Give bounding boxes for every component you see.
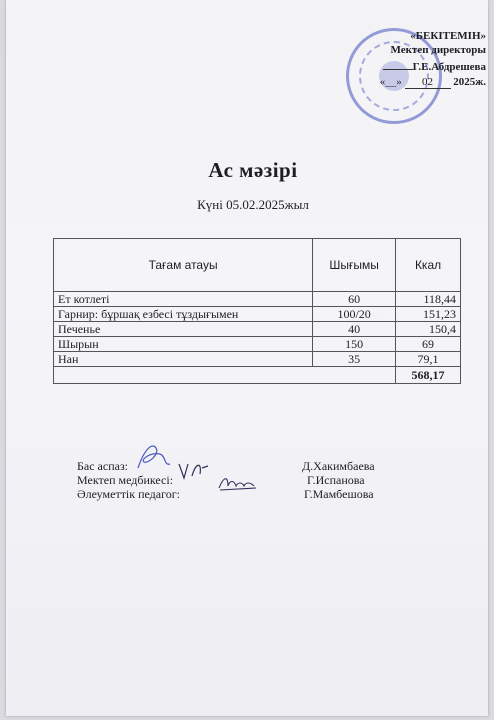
table-row [54,307,461,322]
nurse-handwritten-signature [176,458,212,484]
dish-yield: 150 [313,337,396,352]
signature-role: Бас аспаз: [77,459,129,473]
page-title: Ас мәзірі [208,158,298,182]
dish-name: Шырын [54,337,313,352]
dish-name: Печенье [54,322,313,337]
dish-kcal: 150,4 [396,322,461,337]
table-row [54,337,461,352]
approval-date-line: «__» 02 2025ж. [379,76,486,88]
dish-kcal: 69 [396,337,461,352]
document-page [6,0,488,716]
total-spacer [54,367,396,384]
dish-kcal: 151,23 [396,307,461,322]
dish-kcal: 79,1 [396,352,461,367]
col-header-kcal: Ккал [396,239,461,292]
total-kcal: 568,17 [396,367,461,384]
col-header-dish: Тағам атауы [54,239,313,292]
menu-table [53,238,461,384]
table-row [54,322,461,337]
dish-name: Нан [54,352,313,367]
signature-name: Г.Мамбешова [304,487,374,501]
approval-block [336,22,486,132]
dish-name: Гарнир: бұршақ езбесі тұздығымен [54,307,313,322]
approval-director-name: Г.Е.Абдрешева [383,59,486,73]
dish-name: Ет котлеті [54,292,313,307]
approval-heading: «БЕКІТЕМІН» [410,30,486,42]
signature-name: Д.Хакимбаева [302,459,375,473]
chef-handwritten-signature [134,440,174,474]
dish-yield: 60 [313,292,396,307]
menu-date: Күні 05.02.2025жыл [197,197,309,212]
signature-role: Әлеуметтік педагог: [77,487,180,501]
signature-name: Г.Испанова [307,473,365,487]
dish-yield: 35 [313,352,396,367]
table-row [54,352,461,367]
dish-yield: 100/20 [313,307,396,322]
signature-role: Мектеп медбикесі: [77,473,174,487]
table-row [54,292,461,307]
signature-row [77,459,407,473]
pedagogue-handwritten-signature [216,474,260,494]
approval-position: Мектеп директоры [390,44,486,56]
table-total-row [54,367,461,384]
table-header-row [54,239,461,292]
col-header-yield: Шығымы [313,239,396,292]
dish-kcal: 118,44 [396,292,461,307]
dish-yield: 40 [313,322,396,337]
